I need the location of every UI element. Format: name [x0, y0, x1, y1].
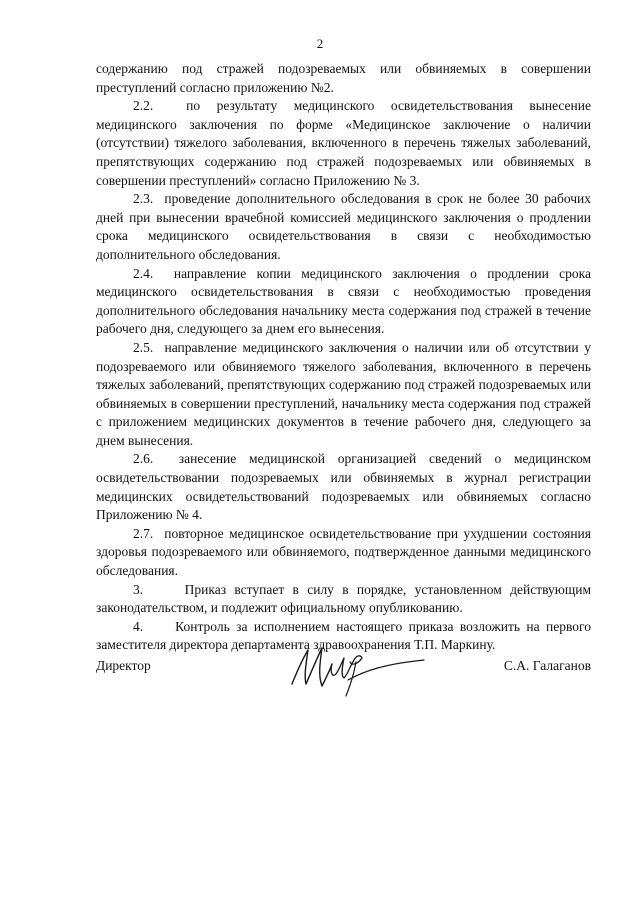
- paragraph-2-3: 2.3. проведение дополнительного обследования в срок не более 30 рабочих дней при вынесении врачебной комиссией медицинского заключения о продлении срока медицинского освидетельствования в связи с необходимостью дополнительного обследования.: [96, 191, 591, 262]
- signatory-title: Директор: [96, 658, 151, 673]
- paragraph-3: 3. Приказ вступает в силу в порядке, установленном действующим законодательством, и подлежит официальному опубликованию.: [96, 581, 591, 616]
- signature-stroke-1: [292, 648, 332, 686]
- document-body: [96, 60, 591, 655]
- signature-block: [96, 640, 591, 700]
- paragraph-2-4: 2.4. направление копии медицинского заключения о продлении срока медицинского освидетельствования в связи с необходимостью проведения дополнительного обследования начальнику места содержания под стражей в течение рабочего дня, следующего за днем его вынесения.: [96, 265, 591, 337]
- paragraph-2-5: 2.5. направление медицинского заключения о наличии или об отсутствии у подозреваемого или обвиняемого тяжелого заболевания, включенного в перечень тяжелых заболеваний, препятствующих содержанию под стражей подозреваемых или обвиняемых в совершении преступлений, начальнику места содержания под стражей с приложением медицинских документов в течение рабочего дня, следующего за днем вынесения.: [96, 339, 591, 448]
- paragraph-2-7: 2.7. повторное медицинское освидетельствование при ухудшении состояния здоровья подозреваемого или обвиняемого, подтвержденное данными медицинского обследования.: [96, 525, 591, 579]
- paragraph-4: 4. Контроль за исполнением настоящего приказа возложить на первого заместителя директора департамента здравоохранения Т.П. Маркину.: [96, 618, 591, 653]
- page-number: 2: [316, 36, 324, 51]
- paragraph-continuation: содержанию под стражей подозреваемых или обвиняемых в совершении преступлений согласно приложению №2.: [96, 61, 591, 95]
- handwritten-signature: [286, 640, 426, 700]
- paragraph-2-6: 2.6. занесение медицинской организацией сведений о медицинском освидетельствовании подозреваемых или обвиняемых в журнал регистрации медицинских освидетельствований подозреваемых или обвиняемых согласно Приложению № 4.: [96, 451, 591, 523]
- signatory-name: С.А. Галаганов: [503, 658, 591, 673]
- signature-stroke-3: [346, 660, 424, 696]
- paragraph-2-2: 2.2. по результату медицинского освидетельствования вынесение медицинского заключения по форме «Медицинское заключение о наличии (отсутствии) тяжелого заболевания, включенного в перечень тяжелых заболеваний, препятствующих содержанию под стражей подозреваемых или обвиняемых в совершении преступлений» согласно Приложению № 3.: [96, 98, 591, 188]
